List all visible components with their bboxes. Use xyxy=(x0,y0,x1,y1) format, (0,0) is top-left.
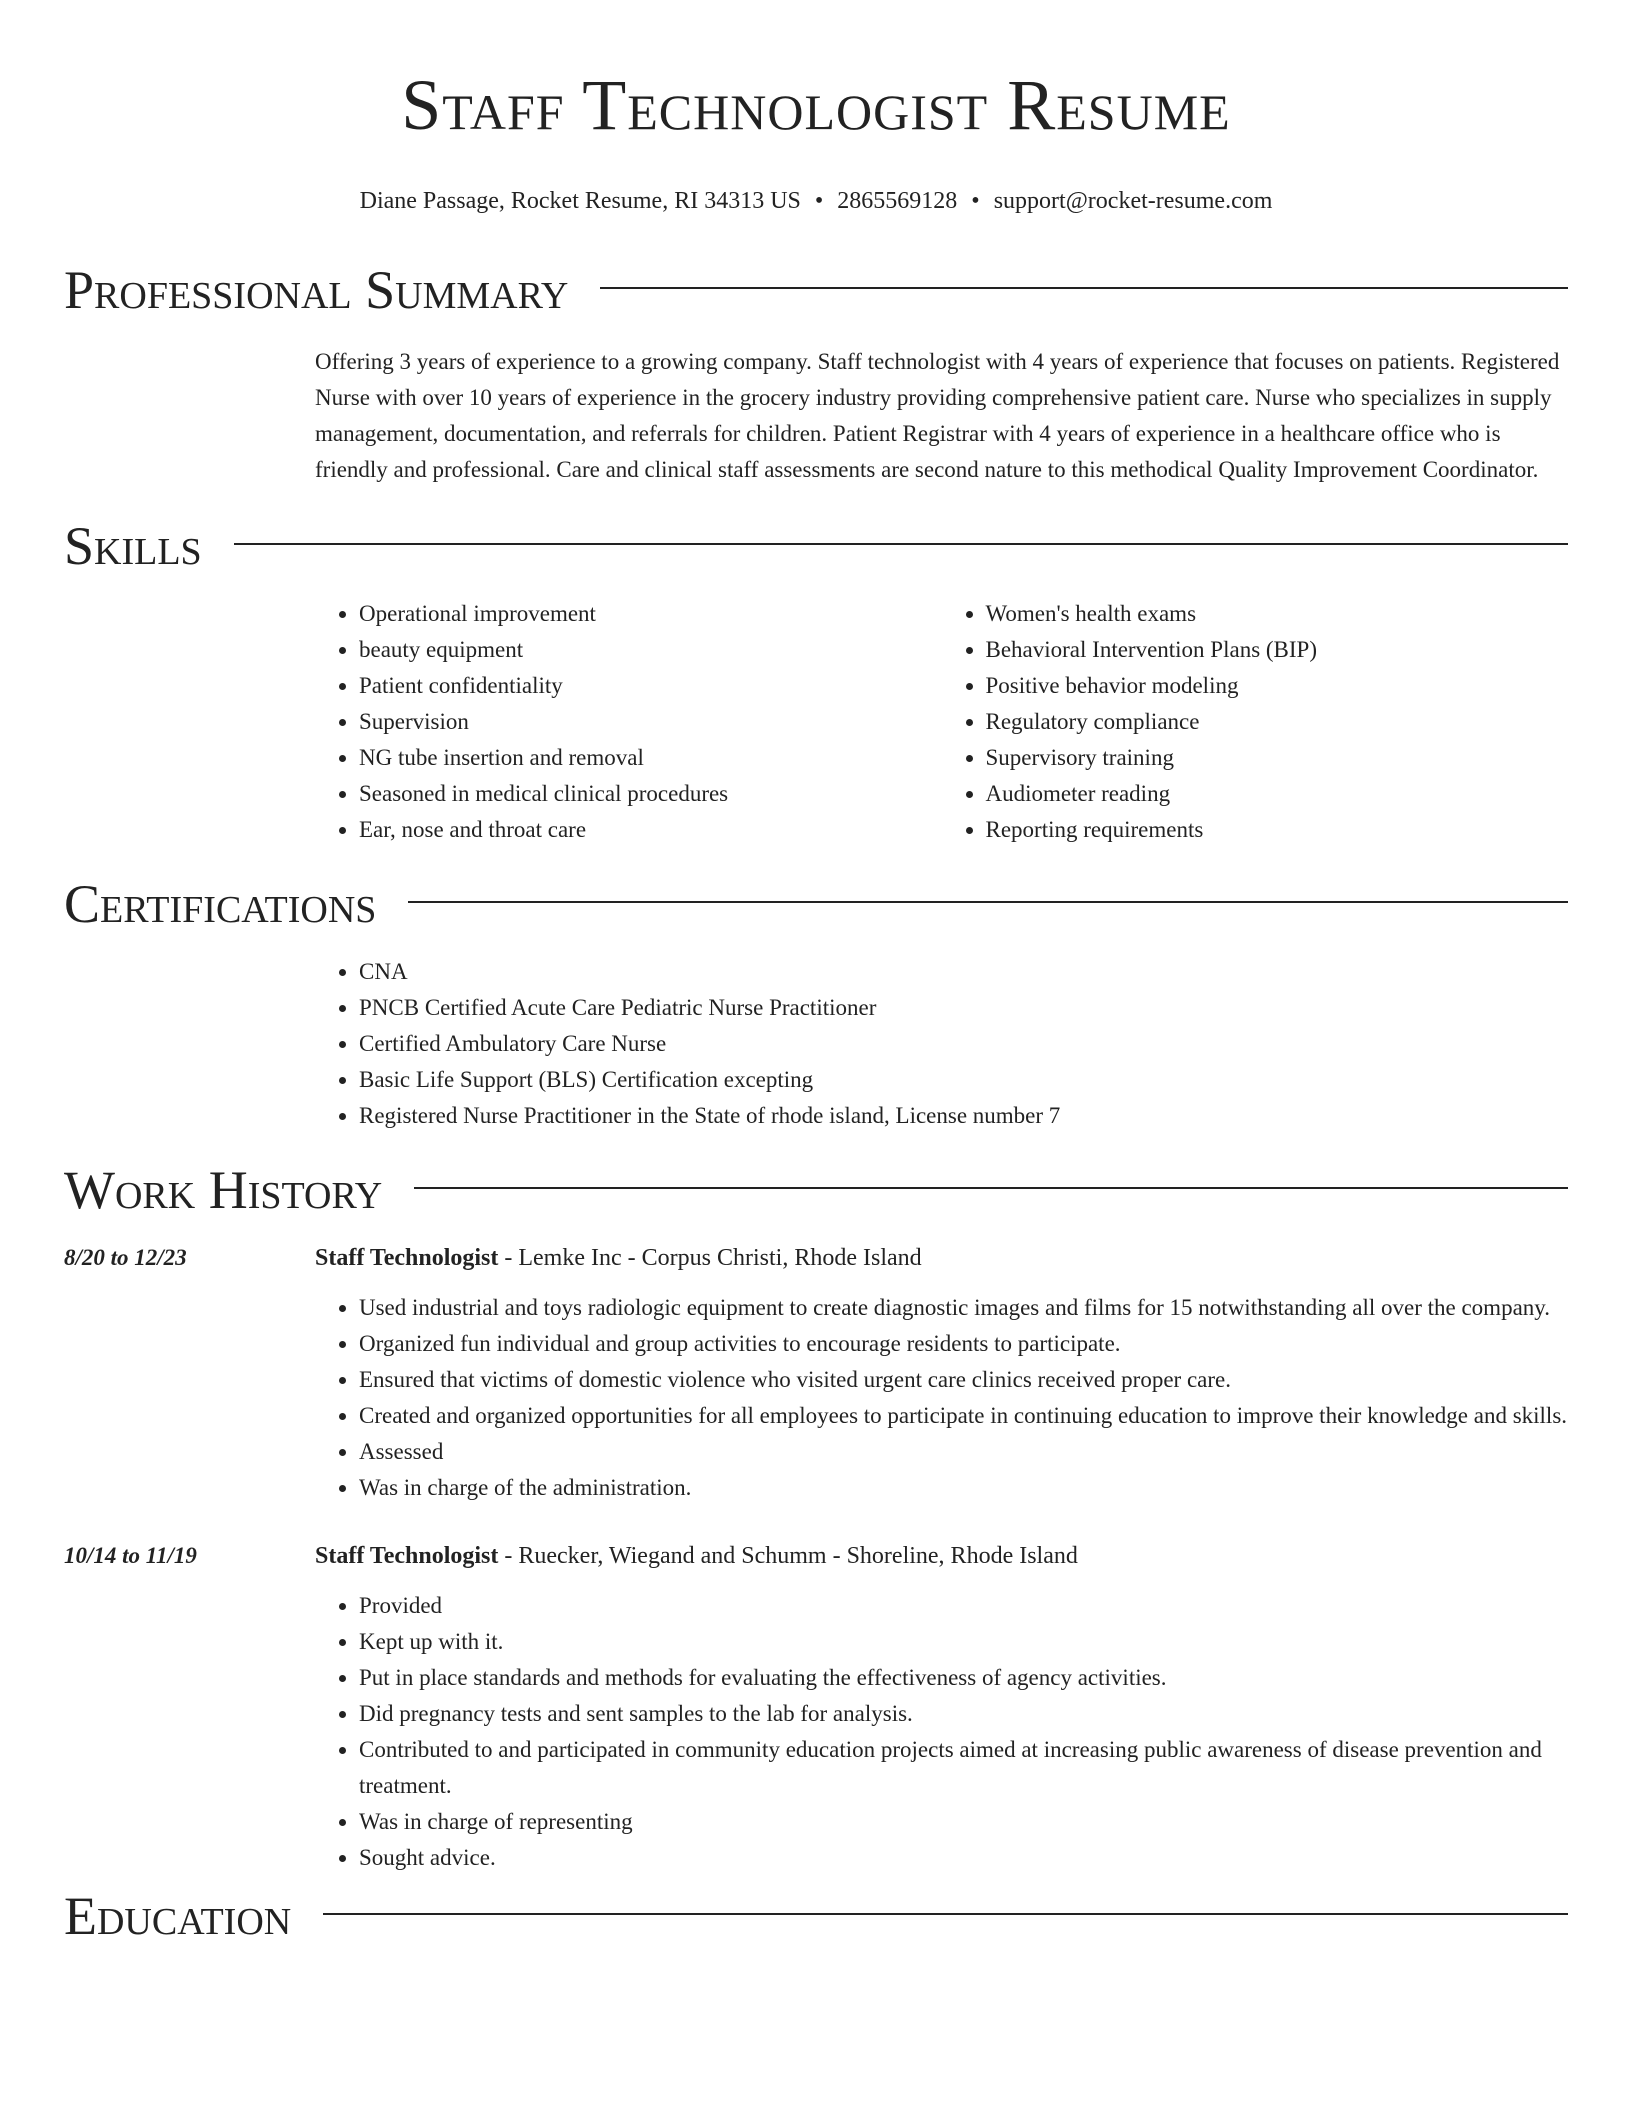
section-title-summary: Professional Summary xyxy=(64,260,569,320)
skill-item: • Seasoned in medical clinical procedures xyxy=(359,776,942,812)
section-title-work: Work History xyxy=(64,1160,383,1220)
section-title-certifications: Certifications xyxy=(64,874,377,934)
section-divider xyxy=(600,287,1568,289)
contact-separator: • xyxy=(814,188,824,214)
work-bullet: • Was in charge of representing xyxy=(359,1804,1568,1840)
work-details xyxy=(315,1240,1568,1506)
work-bullets xyxy=(315,1290,1568,1506)
skills-list-left xyxy=(315,596,942,848)
section-education-header xyxy=(64,1886,1568,1946)
section-divider xyxy=(408,901,1568,903)
work-employer: - Ruecker, Wiegand and Schumm - Shoreline, Rhode Island xyxy=(498,1543,1078,1569)
skill-item: • Operational improvement xyxy=(359,596,942,632)
work-bullet: • Put in place standards and methods for evaluating the effectiveness of agency activities. xyxy=(359,1660,1568,1696)
section-divider xyxy=(414,1187,1568,1189)
skill-item: • Audiometer reading xyxy=(986,776,1569,812)
skill-item: • Supervision xyxy=(359,704,942,740)
skill-item: • Ear, nose and throat care xyxy=(359,812,942,848)
work-dates: 8/20 to 12/23 xyxy=(64,1245,187,1270)
work-details xyxy=(315,1538,1568,1876)
work-bullet: • Contributed to and participated in community education projects aimed at increasing public awareness of disease prevention and treatment. xyxy=(359,1732,1568,1804)
work-bullet: • Was in charge of the administration. xyxy=(359,1470,1568,1506)
work-bullet: • Used industrial and toys radiologic equipment to create diagnostic images and films for 15 notwithstanding all over the company. xyxy=(359,1290,1568,1326)
work-bullet: • Created and organized opportunities for all employees to participate in continuing education to improve their knowledge and skills. xyxy=(359,1398,1568,1434)
work-bullets xyxy=(315,1588,1568,1876)
summary-text: Offering 3 years of experience to a growing company. Staff technologist with 4 years of experience that focuses on patients. Registered Nurse with over 10 years of experience in the grocery industry providing comprehensive patient care. Nurse who specializes in supply management, documentation, and referrals for children. Patient Registrar with 4 years of experience in a healthcare office who is friendly and professional. Care and clinical staff assessments are second nature to this methodical Quality Improvement Coordinator. xyxy=(315,349,1560,482)
work-entry xyxy=(64,1240,1568,1506)
work-bullet: • Ensured that victims of domestic violence who visited urgent care clinics received proper care. xyxy=(359,1362,1568,1398)
work-bullet: • Did pregnancy tests and sent samples to the lab for analysis. xyxy=(359,1696,1568,1732)
work-title: Staff Technologist xyxy=(315,1245,499,1271)
section-certifications-header xyxy=(64,874,1568,934)
work-bullet: • Sought advice. xyxy=(359,1840,1568,1876)
work-bullet: • Organized fun individual and group activities to encourage residents to participate. xyxy=(359,1326,1568,1362)
work-title: Staff Technologist xyxy=(315,1543,499,1569)
certification-item: • Certified Ambulatory Care Nurse xyxy=(359,1026,1568,1062)
contact-email: support@rocket-resume.com xyxy=(993,188,1273,214)
skill-item: • Patient confidentiality xyxy=(359,668,942,704)
work-bullet: • Provided xyxy=(359,1588,1568,1624)
contact-separator: • xyxy=(971,188,980,214)
section-title-skills: Skills xyxy=(64,516,202,576)
section-divider xyxy=(234,543,1568,545)
certifications-list xyxy=(315,954,1568,1134)
certification-item: • Basic Life Support (BLS) Certification excepting xyxy=(359,1062,1568,1098)
certification-item: • PNCB Certified Acute Care Pediatric Nurse Practitioner xyxy=(359,990,1568,1026)
work-bullet: • Kept up with it. xyxy=(359,1624,1568,1660)
work-dates: 10/14 to 11/19 xyxy=(64,1543,197,1568)
page-title: Staff Technologist Resume xyxy=(401,65,1231,145)
contact-line xyxy=(64,186,1568,216)
skill-item: • Supervisory training xyxy=(986,740,1569,776)
section-title-education: Education xyxy=(64,1886,292,1946)
skill-item: • Positive behavior modeling xyxy=(986,668,1569,704)
contact-phone: 2865569128 xyxy=(837,188,958,214)
contact-address: Diane Passage, Rocket Resume, RI 34313 US xyxy=(359,188,801,214)
skills-grid xyxy=(315,596,1568,848)
certification-item: • CNA xyxy=(359,954,1568,990)
skill-item: • Women's health exams xyxy=(986,596,1569,632)
work-employer: - Lemke Inc - Corpus Christi, Rhode Island xyxy=(498,1245,922,1271)
section-divider xyxy=(323,1913,1568,1915)
section-skills-header xyxy=(64,516,1568,576)
section-work-header xyxy=(64,1160,1568,1220)
work-entry xyxy=(64,1538,1568,1876)
certification-item: • Registered Nurse Practitioner in the State of rhode island, License number 7 xyxy=(359,1098,1568,1134)
section-summary-header xyxy=(64,260,1568,320)
skill-item: • Regulatory compliance xyxy=(986,704,1569,740)
work-bullet: • Assessed xyxy=(359,1434,1568,1470)
skill-item: • beauty equipment xyxy=(359,632,942,668)
skills-list-right xyxy=(942,596,1569,848)
skill-item: • Behavioral Intervention Plans (BIP) xyxy=(986,632,1569,668)
skill-item: • NG tube insertion and removal xyxy=(359,740,942,776)
work-title-line xyxy=(315,1240,1568,1276)
work-title-line xyxy=(315,1538,1568,1574)
skill-item: • Reporting requirements xyxy=(986,812,1569,848)
